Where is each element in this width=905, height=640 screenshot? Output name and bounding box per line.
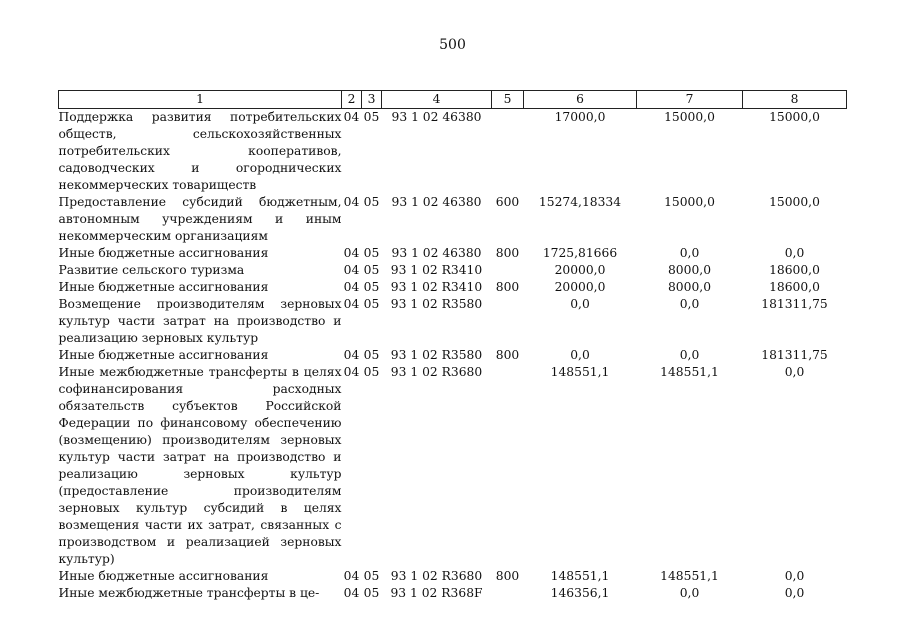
expense-type-code: 600 [495, 195, 520, 209]
amount-col7: 15000,0 [664, 195, 715, 209]
row-name: Развитие сельского туризма [58, 263, 245, 277]
table-row [59, 245, 847, 262]
subsection-code: 05 [363, 263, 380, 277]
expense-type-code: 800 [495, 348, 520, 362]
amount-col8: 0,0 [784, 569, 805, 583]
target-article-code: 93 1 02 R3410 [390, 263, 483, 277]
column-header: 4 [382, 91, 492, 109]
table-row [59, 568, 847, 585]
row-name: Иные бюджетные ассигнования [58, 348, 269, 362]
amount-col8: 181311,75 [761, 348, 828, 362]
subsection-code: 05 [363, 280, 380, 294]
column-header: 6 [524, 91, 637, 109]
expense-type-code: 800 [495, 280, 520, 294]
expense-type-code [492, 296, 524, 347]
target-article-code: 93 1 02 R3580 [390, 297, 483, 311]
column-header: 7 [637, 91, 743, 109]
amount-col7: 15000,0 [664, 110, 715, 124]
amount-col6: 0,0 [570, 348, 590, 362]
subsection-code: 05 [363, 569, 380, 583]
target-article-code: 93 1 02 R3680 [390, 569, 483, 583]
amount-col7: 0,0 [679, 297, 700, 311]
section-code: 04 [343, 280, 360, 294]
target-article-code: 93 1 02 46380 [391, 110, 482, 124]
section-code: 04 [343, 569, 360, 583]
row-name: Иные бюджетные ассигнования [58, 246, 269, 260]
amount-col7: 0,0 [679, 348, 700, 362]
subsection-code: 05 [363, 297, 380, 311]
page-number: 500 [439, 37, 466, 53]
amount-col8: 15000,0 [769, 195, 820, 209]
amount-col8: 15000,0 [769, 110, 820, 124]
expense-type-code: 800 [495, 569, 520, 583]
row-name: Иные бюджетные ассигнования [58, 280, 269, 294]
section-code: 04 [343, 263, 360, 277]
amount-col7: 0,0 [679, 586, 700, 600]
table-row [59, 279, 847, 296]
table-body [59, 109, 847, 603]
target-article-code: 93 1 02 R368F [390, 586, 483, 600]
amount-col6: 17000,0 [554, 110, 606, 124]
expense-type-code [492, 262, 524, 279]
row-name: Возмещение производителям зерновых культур части затрат на производство и реализацию зерновых культур [58, 297, 342, 345]
row-name: Иные межбюджетные трансферты в це- [58, 586, 320, 600]
amount-col8: 18600,0 [769, 263, 820, 277]
section-code: 04 [343, 348, 360, 362]
table-row [59, 262, 847, 279]
column-header: 1 [59, 91, 342, 109]
amount-col8: 18600,0 [769, 280, 820, 294]
amount-col6: 146356,1 [550, 586, 610, 600]
row-name: Иные бюджетные ассигнования [58, 569, 269, 583]
table-row [59, 585, 847, 602]
amount-col6: 20000,0 [554, 280, 606, 294]
amount-col6: 148551,1 [550, 569, 610, 583]
subsection-code: 05 [363, 365, 380, 379]
table-header-row [59, 91, 847, 109]
expense-type-code [492, 364, 524, 568]
amount-col6: 1725,81666 [542, 246, 618, 260]
row-name: Поддержка развития потребительских обществ, сельскохозяйственных потребительских кооперативов, садоводческих и огороднических некоммерческих товариществ [58, 110, 342, 192]
amount-col7: 148551,1 [660, 569, 719, 583]
column-header: 8 [743, 91, 847, 109]
subsection-code: 05 [363, 195, 380, 209]
table-row [59, 109, 847, 195]
subsection-code: 05 [363, 348, 380, 362]
amount-col6: 0,0 [570, 297, 590, 311]
table-row [59, 347, 847, 364]
amount-col7: 8000,0 [667, 263, 712, 277]
row-name: Предоставление субсидий бюджетным, автономным учреждениям и иным некоммерческим организациям [58, 195, 342, 243]
section-code: 04 [343, 246, 360, 260]
amount-col8: 0,0 [784, 365, 805, 379]
expense-type-code [492, 585, 524, 602]
subsection-code: 05 [363, 110, 380, 124]
amount-col6: 20000,0 [554, 263, 606, 277]
section-code: 04 [343, 586, 360, 600]
column-header: 2 [342, 91, 362, 109]
budget-table [58, 90, 847, 602]
subsection-code: 05 [363, 586, 380, 600]
table-row [59, 364, 847, 568]
column-header: 5 [492, 91, 524, 109]
section-code: 04 [343, 195, 360, 209]
table-row [59, 194, 847, 245]
target-article-code: 93 1 02 46380 [391, 246, 482, 260]
target-article-code: 93 1 02 R3680 [390, 365, 483, 379]
amount-col6: 148551,1 [550, 365, 610, 379]
amount-col8: 0,0 [784, 586, 805, 600]
expense-type-code: 800 [495, 246, 520, 260]
section-code: 04 [343, 365, 360, 379]
amount-col6: 15274,18334 [538, 195, 622, 209]
amount-col7: 148551,1 [660, 365, 719, 379]
amount-col7: 8000,0 [667, 280, 712, 294]
target-article-code: 93 1 02 R3580 [390, 348, 483, 362]
target-article-code: 93 1 02 46380 [391, 195, 482, 209]
column-header: 3 [362, 91, 382, 109]
target-article-code: 93 1 02 R3410 [390, 280, 483, 294]
subsection-code: 05 [363, 246, 380, 260]
amount-col7: 0,0 [679, 246, 700, 260]
table-row [59, 296, 847, 347]
amount-col8: 181311,75 [761, 297, 828, 311]
row-name: Иные межбюджетные трансферты в целях софинансирования расходных обязательств субъектов Российской Федерации по финансовому обеспечению (возмещению) производителям зерновых культур части затрат на производство и реализацию зерновых культур (предоставление производителям зерновых культур субсидий в целях возмещения части их затрат, связанных с производством и реализацией зерновых культур) [58, 365, 342, 566]
section-code: 04 [343, 110, 360, 124]
amount-col8: 0,0 [784, 246, 805, 260]
section-code: 04 [343, 297, 360, 311]
expense-type-code [492, 109, 524, 195]
